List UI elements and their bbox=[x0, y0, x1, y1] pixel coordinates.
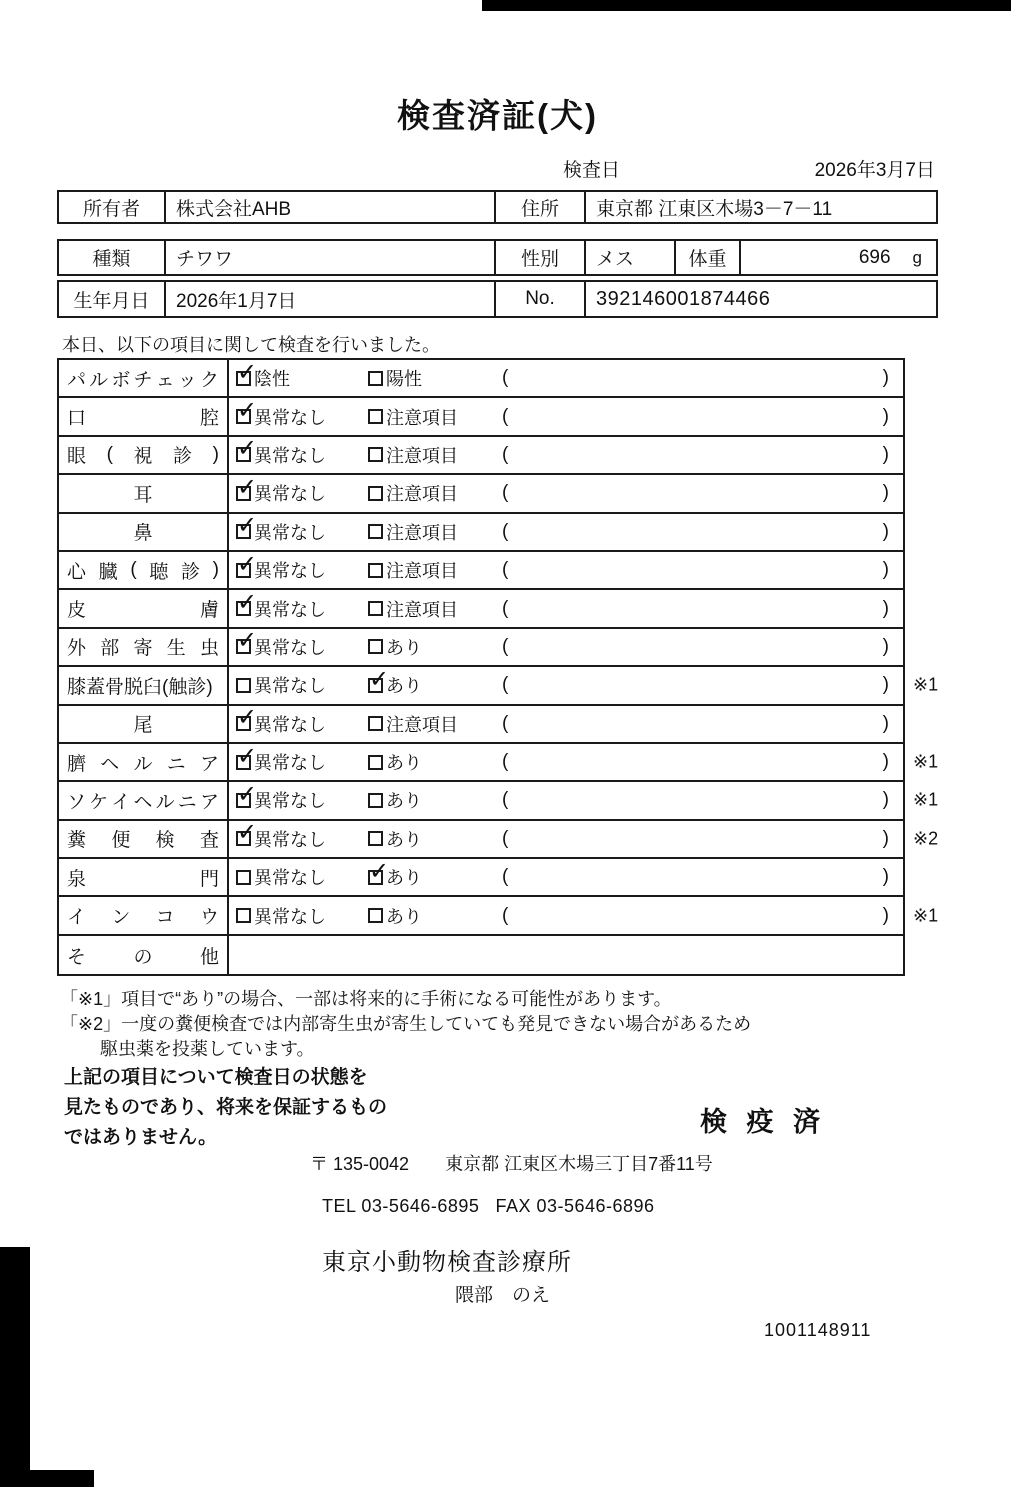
footnote-marker: ※1 bbox=[913, 751, 939, 772]
exam-item-char: ヘ bbox=[100, 753, 120, 775]
exam-item-char: ェ bbox=[155, 369, 175, 391]
exam-option bbox=[236, 514, 326, 550]
exam-option bbox=[236, 897, 326, 933]
exam-table-row bbox=[59, 475, 903, 513]
comment-paren-close: ) bbox=[882, 443, 889, 465]
exam-option bbox=[236, 398, 326, 434]
exam-item-char: 診 bbox=[181, 561, 201, 583]
exam-row-content bbox=[229, 667, 903, 703]
checkbox-unchecked bbox=[368, 793, 383, 808]
disclaimer-text bbox=[64, 1063, 387, 1153]
sex-label: 性別 bbox=[496, 241, 586, 274]
exam-option bbox=[236, 590, 326, 626]
exam-row-content bbox=[229, 744, 903, 780]
exam-table-row bbox=[59, 859, 903, 897]
exam-row-content bbox=[229, 897, 903, 933]
option-label: 注意項目 bbox=[386, 561, 458, 582]
exam-table-row bbox=[59, 514, 903, 552]
exam-item-char: ( bbox=[106, 443, 113, 465]
option-label: 注意項目 bbox=[386, 484, 458, 505]
weight-unit: g bbox=[912, 247, 922, 267]
exam-option bbox=[368, 514, 458, 550]
checkbox-unchecked bbox=[236, 678, 251, 693]
checkbox-unchecked bbox=[368, 639, 383, 654]
checkbox-checked bbox=[236, 358, 258, 386]
exam-item-char: 心 bbox=[67, 561, 87, 583]
disclaimer-line-2: 見たものであり、将来を保証するもの bbox=[64, 1097, 388, 1118]
exam-option bbox=[236, 706, 326, 742]
exam-item-char: 腔 bbox=[199, 408, 219, 430]
footnote-marker: ※2 bbox=[913, 828, 939, 849]
exam-option bbox=[368, 629, 422, 665]
inspection-date-value: 2026年3月7日 bbox=[814, 160, 935, 181]
checkbox-unchecked bbox=[368, 447, 383, 462]
serial-number: 1001148911 bbox=[764, 1320, 872, 1340]
exam-option bbox=[368, 706, 458, 742]
pet-info-table-row2 bbox=[57, 280, 938, 318]
checkbox-unchecked bbox=[368, 409, 383, 424]
exam-item-char: ル bbox=[155, 791, 175, 813]
exam-table-row bbox=[59, 665, 939, 705]
exam-item-label bbox=[59, 859, 229, 895]
checkbox-checked bbox=[236, 397, 258, 425]
exam-option bbox=[236, 744, 326, 780]
comment-paren-open: ( bbox=[502, 827, 509, 849]
option-label: 陽性 bbox=[386, 369, 422, 390]
exam-item-char: ( bbox=[130, 559, 137, 581]
exam-item-char: ) bbox=[212, 443, 219, 465]
comment-paren-close: ) bbox=[882, 866, 889, 888]
exam-row-content bbox=[229, 706, 903, 742]
exam-option bbox=[368, 821, 422, 857]
exam-table-row bbox=[59, 398, 903, 436]
option-label: 異常なし bbox=[254, 753, 326, 774]
page-title: 検査済証(犬) bbox=[397, 97, 598, 134]
exam-row-content bbox=[229, 590, 903, 626]
option-label: 注意項目 bbox=[386, 714, 458, 735]
comment-paren-open: ( bbox=[502, 405, 509, 427]
option-label: 異常なし bbox=[254, 714, 326, 735]
comment-paren-close: ) bbox=[882, 597, 889, 619]
exam-row-content bbox=[229, 552, 903, 588]
exam-item-label bbox=[59, 629, 229, 665]
exam-option bbox=[236, 552, 326, 588]
comment-paren-open: ( bbox=[502, 751, 509, 773]
exam-item-label bbox=[59, 437, 229, 473]
inspection-date-row bbox=[563, 155, 935, 182]
pet-info-table-row1 bbox=[57, 239, 938, 276]
exam-item-char: ル bbox=[133, 753, 153, 775]
clinic-phone-line bbox=[322, 1196, 655, 1217]
exam-item-char: 便 bbox=[111, 830, 131, 852]
option-label: 異常なし bbox=[254, 407, 326, 428]
exam-item-char: 膚 bbox=[199, 600, 219, 622]
exam-item-char: 検 bbox=[155, 830, 175, 852]
check-mark: ✓ bbox=[237, 550, 258, 578]
owner-table bbox=[57, 190, 938, 224]
option-label: 異常なし bbox=[254, 561, 326, 582]
exam-option bbox=[236, 629, 326, 665]
checkbox-unchecked bbox=[368, 524, 383, 539]
comment-paren-open: ( bbox=[502, 443, 509, 465]
exam-item-char: ッ bbox=[177, 369, 197, 391]
exam-table-row bbox=[59, 742, 939, 782]
checkbox-checked bbox=[236, 627, 258, 655]
exam-item-char: チ bbox=[133, 369, 153, 391]
exam-item-char: 部 bbox=[100, 638, 120, 660]
option-label: あり bbox=[386, 676, 422, 697]
tel-number: TEL 03-5646-6895 bbox=[322, 1196, 480, 1216]
option-label: 注意項目 bbox=[386, 522, 458, 543]
clinic-name: 東京小動物検査診療所 bbox=[322, 1249, 572, 1276]
option-label: あり bbox=[386, 753, 422, 774]
owner-address: 東京都 江東区木場3－7－11 bbox=[596, 198, 833, 220]
exam-row-content bbox=[229, 782, 903, 818]
exam-item-char: イ bbox=[67, 907, 87, 929]
exam-table-row bbox=[59, 780, 939, 820]
option-label: 異常なし bbox=[254, 829, 326, 850]
address-label: 住所 bbox=[496, 192, 586, 222]
exam-rows-container bbox=[59, 358, 939, 974]
check-mark: ✓ bbox=[237, 627, 258, 655]
exam-item-char: 聴 bbox=[149, 561, 169, 583]
footnote-2-continued: 駆虫薬を投薬しています。 bbox=[100, 1039, 315, 1059]
exam-option bbox=[368, 782, 422, 818]
exam-row-content bbox=[229, 437, 903, 473]
exam-table-row bbox=[59, 706, 903, 744]
exam-item-label: 鼻 bbox=[59, 514, 229, 550]
check-mark: ✓ bbox=[237, 589, 258, 617]
exam-option bbox=[368, 667, 422, 703]
exam-item-label bbox=[59, 590, 229, 626]
option-label: 陰性 bbox=[254, 369, 290, 390]
exam-item-char: 皮 bbox=[67, 600, 87, 622]
check-mark: ✓ bbox=[369, 665, 390, 693]
option-label: 異常なし bbox=[254, 484, 326, 505]
exam-item-char: ウ bbox=[199, 907, 219, 929]
exam-item-char: ク bbox=[199, 369, 219, 391]
checkbox-checked bbox=[236, 435, 258, 463]
check-mark: ✓ bbox=[237, 780, 258, 808]
comment-paren-open: ( bbox=[502, 559, 509, 581]
examiner-name: 隈部 のえ bbox=[455, 1285, 551, 1306]
id-number-value: 392146001874466 bbox=[596, 287, 771, 310]
birthdate-label: 生年月日 bbox=[59, 282, 166, 316]
exam-item-char: ボ bbox=[111, 369, 131, 391]
option-label: 異常なし bbox=[254, 599, 326, 620]
exam-results-table bbox=[57, 358, 939, 976]
exam-table-row bbox=[59, 897, 939, 935]
exam-item-char: イ bbox=[111, 791, 131, 813]
option-label: 異常なし bbox=[254, 522, 326, 543]
postal-code: 〒 135-0042 bbox=[310, 1154, 410, 1174]
exam-item-char: ル bbox=[89, 369, 109, 391]
comment-paren-open: ( bbox=[502, 904, 509, 926]
exam-row-content bbox=[229, 398, 903, 434]
checkbox-checked bbox=[368, 665, 390, 693]
exam-item-char: そ bbox=[67, 946, 87, 968]
scan-artifact-top bbox=[482, 0, 1011, 11]
intro-text: 本日、以下の項目に関して検査を行いました。 bbox=[62, 335, 440, 355]
comment-paren-open: ( bbox=[502, 597, 509, 619]
check-mark: ✓ bbox=[237, 704, 258, 732]
weight-value: 696 bbox=[858, 246, 891, 268]
exam-option bbox=[236, 859, 326, 895]
weight-label: 体重 bbox=[676, 241, 741, 274]
exam-table-row bbox=[59, 819, 939, 859]
exam-item-label bbox=[59, 936, 229, 974]
weight-cell bbox=[741, 241, 936, 274]
checkbox-checked bbox=[236, 589, 258, 617]
exam-item-label bbox=[59, 897, 229, 933]
option-label: 異常なし bbox=[254, 637, 326, 658]
comment-paren-open: ( bbox=[502, 712, 509, 734]
exam-item-char: ニ bbox=[166, 753, 186, 775]
checkbox-unchecked bbox=[236, 908, 251, 923]
comment-paren-close: ) bbox=[882, 405, 889, 427]
checkbox-checked bbox=[368, 857, 390, 885]
exam-item-char: ケ bbox=[89, 791, 109, 813]
exam-row-content bbox=[229, 629, 903, 665]
checkbox-checked bbox=[236, 742, 258, 770]
comment-paren-close: ) bbox=[882, 367, 889, 389]
check-mark: ✓ bbox=[237, 819, 258, 847]
exam-item-char: 臍 bbox=[67, 753, 87, 775]
exam-item-char: 口 bbox=[67, 408, 87, 430]
option-label: 注意項目 bbox=[386, 445, 458, 466]
check-mark: ✓ bbox=[237, 358, 258, 386]
option-label: 異常なし bbox=[254, 445, 326, 466]
exam-table-row bbox=[59, 552, 903, 590]
comment-paren-open: ( bbox=[502, 866, 509, 888]
exam-item-label bbox=[59, 821, 229, 857]
checkbox-unchecked bbox=[368, 908, 383, 923]
exam-item-char: の bbox=[133, 946, 153, 968]
comment-paren-open: ( bbox=[502, 635, 509, 657]
exam-item-char: ア bbox=[199, 753, 219, 775]
comment-paren-close: ) bbox=[882, 674, 889, 696]
exam-item-char: 臓 bbox=[98, 561, 118, 583]
exam-option bbox=[368, 897, 422, 933]
exam-option bbox=[368, 859, 422, 895]
inspection-date-label: 検査日 bbox=[563, 160, 621, 181]
exam-item-char: 診 bbox=[173, 446, 193, 468]
footnote-marker: ※1 bbox=[913, 674, 939, 695]
option-label: 異常なし bbox=[254, 676, 326, 697]
exam-item-label bbox=[59, 398, 229, 434]
comment-paren-open: ( bbox=[502, 482, 509, 504]
exam-item-char: 外 bbox=[67, 638, 87, 660]
exam-item-char: 虫 bbox=[199, 638, 219, 660]
exam-item-label bbox=[59, 782, 229, 818]
comment-paren-close: ) bbox=[882, 482, 889, 504]
exam-item-char: ン bbox=[111, 907, 131, 929]
checkbox-unchecked bbox=[236, 870, 251, 885]
exam-option bbox=[236, 437, 326, 473]
exam-item-char: 眼 bbox=[67, 446, 87, 468]
exam-item-char: 視 bbox=[133, 446, 153, 468]
checkbox-checked bbox=[236, 704, 258, 732]
checkbox-unchecked bbox=[368, 486, 383, 501]
check-mark: ✓ bbox=[237, 473, 258, 501]
option-label: あり bbox=[386, 829, 422, 850]
exam-option bbox=[368, 437, 458, 473]
footnote-2: 「※2」一度の糞便検査では内部寄生虫が寄生していても発見できない場合があるため bbox=[60, 1014, 752, 1034]
comment-paren-close: ) bbox=[882, 559, 889, 581]
checkbox-checked bbox=[236, 512, 258, 540]
comment-paren-open: ( bbox=[502, 789, 509, 811]
clinic-address-line bbox=[310, 1150, 713, 1176]
exam-item-label: 尾 bbox=[59, 706, 229, 742]
exam-option bbox=[236, 667, 326, 703]
comment-paren-close: ) bbox=[882, 827, 889, 849]
comment-paren-open: ( bbox=[502, 520, 509, 542]
exam-option bbox=[368, 552, 458, 588]
exam-row-content bbox=[229, 475, 903, 511]
exam-item-label bbox=[59, 744, 229, 780]
exam-item-char: ニ bbox=[177, 791, 197, 813]
comment-paren-open: ( bbox=[502, 674, 509, 696]
comment-paren-close: ) bbox=[882, 751, 889, 773]
comment-paren-open: ( bbox=[502, 367, 509, 389]
exam-table-row bbox=[59, 360, 903, 398]
owner-label: 所有者 bbox=[59, 192, 166, 222]
exam-row-content bbox=[229, 821, 903, 857]
check-mark: ✓ bbox=[237, 512, 258, 540]
checkbox-unchecked bbox=[368, 601, 383, 616]
check-mark: ✓ bbox=[237, 435, 258, 463]
check-mark: ✓ bbox=[237, 397, 258, 425]
exam-option bbox=[368, 398, 458, 434]
disclaimer-line-1: 上記の項目について検査日の状態を bbox=[64, 1067, 368, 1088]
exam-table-row bbox=[59, 936, 903, 974]
exam-item-char: コ bbox=[155, 907, 175, 929]
checkbox-unchecked bbox=[368, 371, 383, 386]
exam-item-char: 門 bbox=[199, 868, 219, 890]
clinic-street-address: 東京都 江東区木場三丁目7番11号 bbox=[445, 1154, 713, 1174]
option-label: あり bbox=[386, 637, 422, 658]
exam-row-content bbox=[229, 859, 903, 895]
exam-item-char: 他 bbox=[199, 946, 219, 968]
checkbox-unchecked bbox=[368, 716, 383, 731]
quarantine-passed-stamp: 検 疫 済 bbox=[700, 1107, 827, 1137]
fax-number: FAX 03-5646-6896 bbox=[495, 1196, 655, 1216]
exam-item-char: 査 bbox=[199, 830, 219, 852]
exam-option bbox=[236, 475, 326, 511]
exam-option bbox=[236, 360, 290, 396]
comment-paren-close: ) bbox=[882, 712, 889, 734]
exam-row-content bbox=[229, 936, 903, 974]
exam-option bbox=[368, 744, 422, 780]
option-label: 異常なし bbox=[254, 868, 326, 889]
exam-item-label: 膝蓋骨脱臼(触診) bbox=[59, 667, 229, 703]
comment-paren-close: ) bbox=[882, 904, 889, 926]
scan-artifact-bottom-foot bbox=[0, 1470, 94, 1487]
exam-item-char: ヘ bbox=[133, 791, 153, 813]
footnote-marker: ※1 bbox=[913, 789, 939, 810]
checkbox-unchecked bbox=[368, 563, 383, 578]
checkbox-unchecked bbox=[368, 755, 383, 770]
comment-paren-close: ) bbox=[882, 520, 889, 542]
exam-item-char: ) bbox=[212, 559, 219, 581]
exam-option bbox=[236, 782, 326, 818]
checkbox-unchecked bbox=[368, 831, 383, 846]
exam-table-row bbox=[59, 590, 903, 628]
checkbox-checked bbox=[236, 550, 258, 578]
exam-table-row bbox=[59, 437, 903, 475]
exam-item-char: パ bbox=[67, 369, 87, 391]
exam-item-label: 耳 bbox=[59, 475, 229, 511]
exam-row-content bbox=[229, 360, 903, 396]
id-number-label: No. bbox=[496, 282, 586, 316]
disclaimer-line-3: ではありません。 bbox=[64, 1127, 218, 1148]
exam-item-label bbox=[59, 552, 229, 588]
exam-table-row bbox=[59, 629, 903, 667]
exam-option bbox=[236, 821, 326, 857]
exam-item-char: 泉 bbox=[67, 868, 87, 890]
checkbox-checked bbox=[236, 780, 258, 808]
option-label: 異常なし bbox=[254, 906, 326, 927]
birthdate-value: 2026年1月7日 bbox=[166, 282, 496, 316]
option-label: 異常なし bbox=[254, 791, 326, 812]
exam-row-content bbox=[229, 514, 903, 550]
exam-option bbox=[368, 590, 458, 626]
check-mark: ✓ bbox=[369, 857, 390, 885]
option-label: あり bbox=[386, 906, 422, 927]
exam-option bbox=[368, 475, 458, 511]
option-label: 注意項目 bbox=[386, 599, 458, 620]
species-label: 種類 bbox=[59, 241, 166, 274]
comment-paren-close: ) bbox=[882, 635, 889, 657]
exam-item-char: ソ bbox=[67, 791, 87, 813]
owner-name: 株式会社AHB bbox=[166, 192, 496, 222]
checkbox-checked bbox=[236, 473, 258, 501]
footnote-1: 「※1」項目で“あり”の場合、一部は将来的に手術になる可能性があります。 bbox=[60, 989, 672, 1009]
check-mark: ✓ bbox=[237, 742, 258, 770]
option-label: あり bbox=[386, 791, 422, 812]
comment-paren-close: ) bbox=[882, 789, 889, 811]
checkbox-checked bbox=[236, 819, 258, 847]
exam-item-char: 生 bbox=[166, 638, 186, 660]
option-label: 注意項目 bbox=[386, 407, 458, 428]
exam-item-char: ア bbox=[199, 791, 219, 813]
option-label: あり bbox=[386, 868, 422, 889]
scan-artifact-bottom-left bbox=[0, 1247, 30, 1487]
exam-item-char: 寄 bbox=[133, 638, 153, 660]
species-value: チワワ bbox=[166, 241, 496, 274]
footnote-marker: ※1 bbox=[913, 905, 939, 926]
exam-option bbox=[368, 360, 422, 396]
sex-value: メス bbox=[586, 241, 676, 274]
exam-item-char: 糞 bbox=[67, 830, 87, 852]
exam-item-label bbox=[59, 360, 229, 396]
